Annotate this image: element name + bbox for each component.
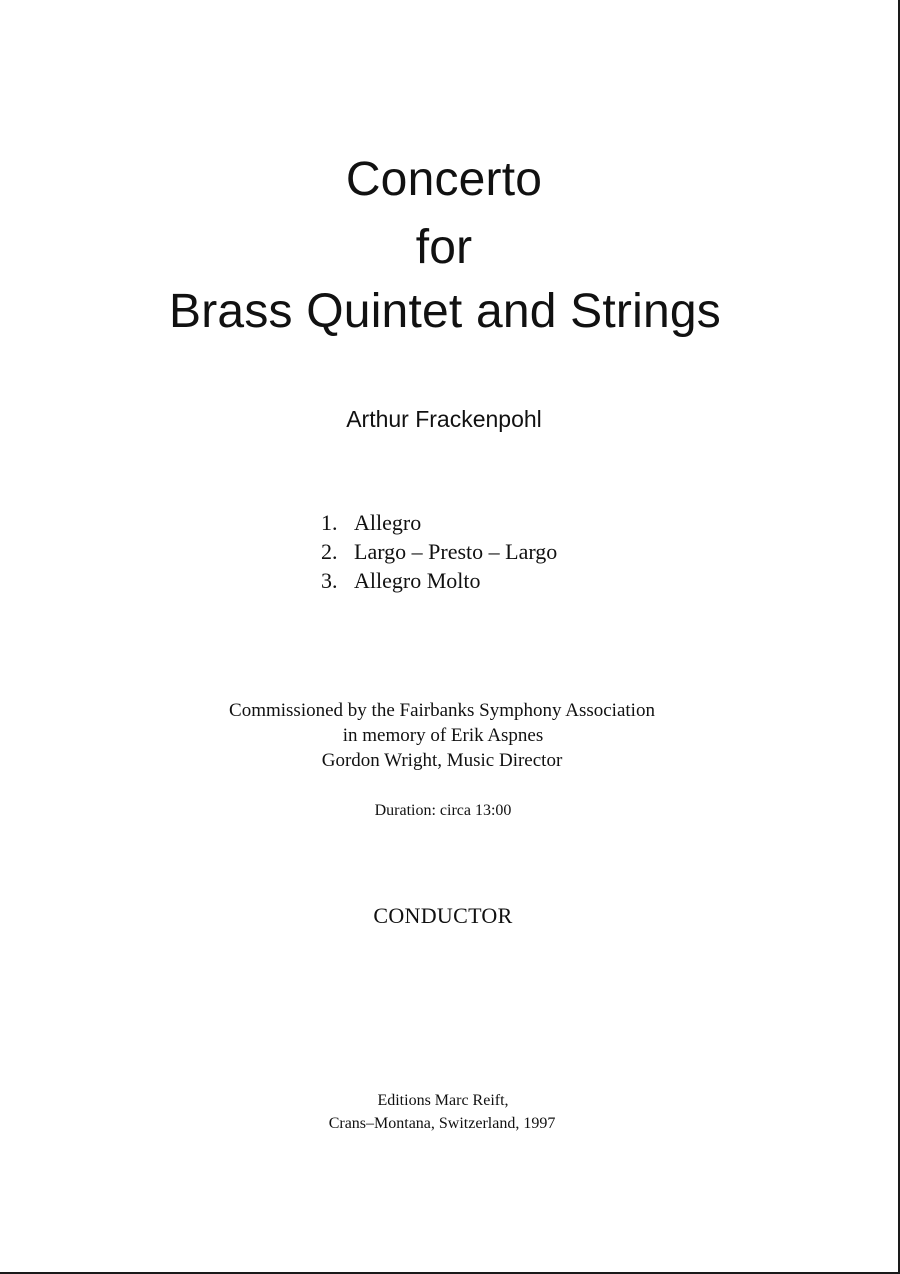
duration-text: Duration: circa 13:00 bbox=[374, 802, 512, 819]
movement-number: 2. bbox=[321, 539, 338, 564]
part-label: CONDUCTOR bbox=[373, 903, 513, 928]
movement-name: Largo – Presto – Largo bbox=[354, 539, 558, 564]
movement-name: Allegro Molto bbox=[354, 568, 481, 593]
movement-item bbox=[321, 537, 557, 566]
movement-number: 1. bbox=[321, 510, 338, 535]
movement-list bbox=[321, 508, 557, 595]
title-line-3: Brass Quintet and Strings bbox=[169, 285, 721, 338]
movement-number: 3. bbox=[321, 568, 338, 593]
title-line-2: for bbox=[415, 221, 473, 274]
movement-item bbox=[321, 508, 557, 537]
dedication-line-3: Gordon Wright, Music Director bbox=[321, 750, 563, 771]
title-line-1: Concerto bbox=[345, 153, 543, 206]
movement-name: Allegro bbox=[354, 510, 422, 535]
dedication-line-1: Commissioned by the Fairbanks Symphony Association bbox=[229, 700, 655, 721]
composer-name: Arthur Frackenpohl bbox=[346, 406, 542, 432]
publisher-line-1: Editions Marc Reift, bbox=[377, 1092, 509, 1109]
publisher-line-2: Crans–Montana, Switzerland, 1997 bbox=[328, 1115, 556, 1132]
dedication-line-2: in memory of Erik Aspnes bbox=[342, 725, 544, 746]
movement-item bbox=[321, 566, 557, 595]
